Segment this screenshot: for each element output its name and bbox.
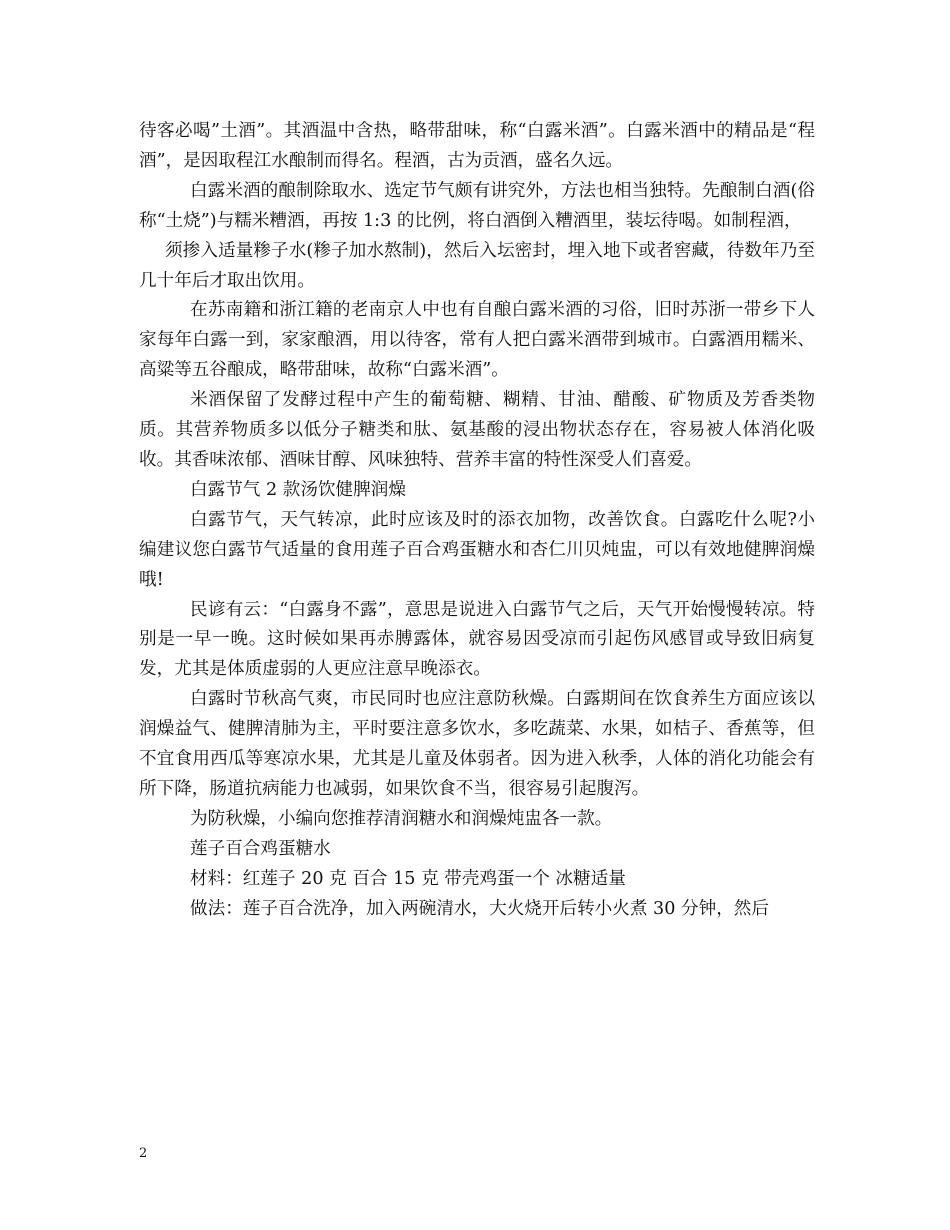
page-number: 2 [139, 1146, 148, 1161]
paragraph-9: 为防秋燥，小编向您推荐清润糖水和润燥炖盅各一款。 [190, 808, 613, 829]
section-heading-1: 白露节气 2 款汤饮健脾润燥 [190, 479, 406, 500]
paragraph-5: 米酒保留了发酵过程中产生的葡萄糖、糊精、甘油、醋酸、矿物质及芳香类物质。其营养物质多以低分子糖类和肽、氨基酸的浸出物状态存在，容易被人体消化吸收。其香味浓郁、酒味甘醇、风味独特、营养丰富的特性深受人们喜爱。 [139, 390, 815, 470]
recipe-method: 做法：莲子百合洗净，加入两碗清水，大火烧开后转小火煮 30 分钟，然后 [190, 898, 769, 919]
paragraph-6: 白露节气，天气转凉，此时应该及时的添衣加物，改善饮食。白露吃什么呢?小编建议您白露节气适量的食用莲子百合鸡蛋糖水和杏仁川贝炖盅，可以有效地健脾润燥哦! [139, 509, 815, 590]
paragraph-3: 须掺入适量糁子水(糁子加水熬制)，然后入坛密封，埋入地下或者窖藏，待数年乃至几十年后才取出饮用。 [139, 240, 815, 291]
paragraph-7: 民谚有云：“白露身不露”，意思是说进入白露节气之后，天气开始慢慢转凉。特别是一早一晚。这时候如果再赤膊露体，就容易因受凉而引起伤风感冒或导致旧病复发，尤其是体质虚弱的人更应注意早晚添衣。 [139, 599, 815, 680]
paragraph-4: 在苏南籍和浙江籍的老南京人中也有自酿白露米酒的习俗，旧时苏浙一带乡下人家每年白露一到，家家酿酒，用以待客，常有人把白露米酒带到城市。白露酒用糯米、高粱等五谷酿成，略带甜味，故称“白露米酒”。 [139, 300, 815, 381]
body-text [139, 117, 815, 924]
recipe-title: 莲子百合鸡蛋糖水 [190, 838, 331, 859]
paragraph-8: 白露时节秋高气爽，市民同时也应注意防秋燥。白露期间在饮食养生方面应该以润燥益气、健脾清肺为主，平时要注意多饮水，多吃蔬菜、水果，如桔子、香蕉等，但不宜食用西瓜等寒凉水果，尤其是儿童及体弱者。因为进入秋季，人体的消化功能会有所下降，肠道抗病能力也减弱，如果饮食不当，很容易引起腹泻。 [139, 689, 815, 799]
recipe-ingredients: 材料：红莲子 20 克 百合 15 克 带壳鸡蛋一个 冰糖适量 [190, 868, 626, 889]
paragraph-2: 白露米酒的酿制除取水、选定节气颇有讲究外，方法也相当独特。先酿制白酒(俗称“土烧”)与糯米糟酒，再按 1:3 的比例，将白酒倒入糟酒里，装坛待喝。如制程酒， [139, 180, 815, 231]
paragraph-1: 待客必喝”土酒”。其酒温中含热，略带甜味，称“白露米酒”。白露米酒中的精品是“程酒”，是因取程江水酿制而得名。程酒，古为贡酒，盛名久远。 [139, 121, 815, 171]
